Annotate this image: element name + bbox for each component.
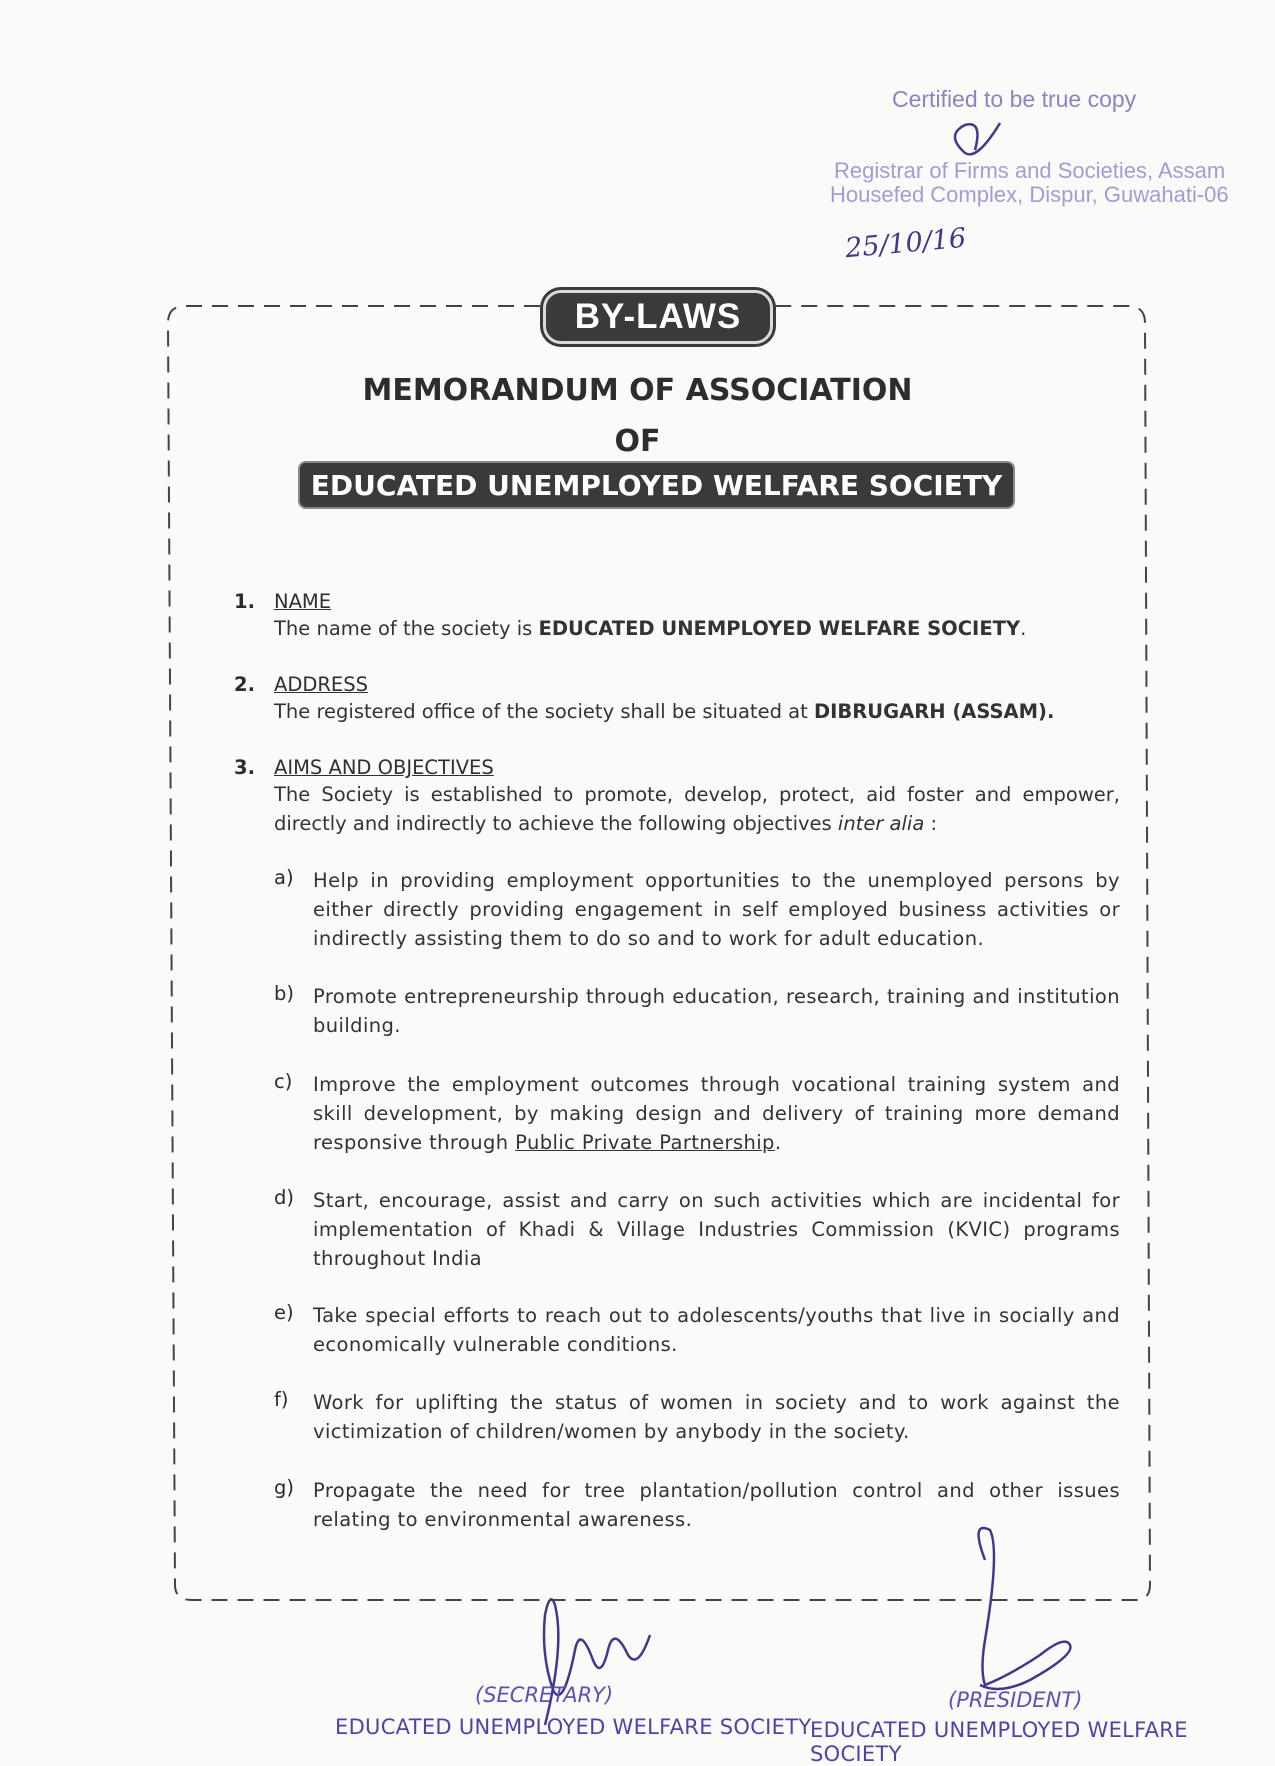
- section-number: 2.: [234, 673, 255, 696]
- president-label: (PRESIDENT): [948, 1688, 1083, 1712]
- objective-letter: f): [274, 1388, 289, 1411]
- section-title-address: ADDRESS: [274, 673, 368, 696]
- bylaws-badge: BY-LAWS: [543, 290, 773, 344]
- section-number: 3.: [234, 756, 255, 779]
- objective-text: Take special efforts to reach out to adolescents/youths that live in socially and economically vulnerable conditions.: [313, 1304, 1120, 1356]
- heading-of: OF: [614, 424, 661, 459]
- objective-text: Help in providing employment opportunities to the unemployed persons by either directly providing engagement in self employed business activities or indirectly assisting them to do so and to work for adult education.: [313, 869, 1120, 950]
- stamp-signature-icon: [955, 123, 1000, 154]
- stamp-address-text: Housefed Complex, Dispur, Guwahati-06: [830, 182, 1229, 207]
- heading-memorandum: MEMORANDUM OF ASSOCIATION: [362, 373, 913, 408]
- objective-letter: e): [274, 1301, 294, 1324]
- stamp-certified-text: Certified to be true copy: [892, 86, 1137, 112]
- society-name-banner: EDUCATED UNEMPLOYED WELFARE SOCIETY: [300, 463, 1013, 507]
- objective-text: Improve the employment outcomes through vocational training system and skill development, by making design and delivery of training more demand responsive through Public Private Partnership.: [313, 1073, 1120, 1154]
- section-title-name: NAME: [274, 590, 332, 613]
- objective-letter: b): [274, 982, 294, 1005]
- objective-letter: a): [274, 866, 294, 889]
- objective-letter: c): [274, 1070, 293, 1093]
- president-org: EDUCATED UNEMPLOYED WELFARE SOCIETY: [810, 1718, 1188, 1766]
- stamp-registrar-text: Registrar of Firms and Societies, Assam: [834, 158, 1226, 183]
- secretary-org: EDUCATED UNEMPLOYED WELFARE SOCIETY: [335, 1715, 812, 1739]
- stamp-date: 25/10/16: [843, 222, 968, 265]
- section-number: 1.: [234, 590, 255, 613]
- president-signature-icon: [979, 1528, 1071, 1689]
- objective-text: Propagate the need for tree plantation/pollution control and other issues relating to environmental awareness.: [313, 1479, 1120, 1531]
- section-body-address: The registered office of the society shall be situated at DIBRUGARH (ASSAM).: [274, 700, 1055, 723]
- section-body-aims: The Society is established to promote, develop, protect, aid foster and empower, directly and indirectly to achieve the following objectives inter alia :: [274, 783, 1120, 835]
- public-private-partnership-link: Public Private Partnership: [515, 1131, 775, 1154]
- objective-text: Start, encourage, assist and carry on such activities which are incidental for implementation of Khadi & Village Industries Commission (KVIC) programs throughout India: [313, 1189, 1120, 1270]
- secretary-label: (SECRETARY): [475, 1683, 614, 1707]
- section-title-aims: AIMS AND OBJECTIVES: [274, 756, 494, 779]
- objective-letter: d): [274, 1186, 294, 1209]
- objective-text: Promote entrepreneurship through education, research, training and institution building.: [313, 985, 1120, 1037]
- objective-text: Work for uplifting the status of women in society and to work against the victimization of children/women by anybody in the society.: [313, 1391, 1120, 1443]
- objective-letter: g): [274, 1476, 294, 1499]
- section-body-name: The name of the society is EDUCATED UNEMPLOYED WELFARE SOCIETY.: [274, 617, 1027, 640]
